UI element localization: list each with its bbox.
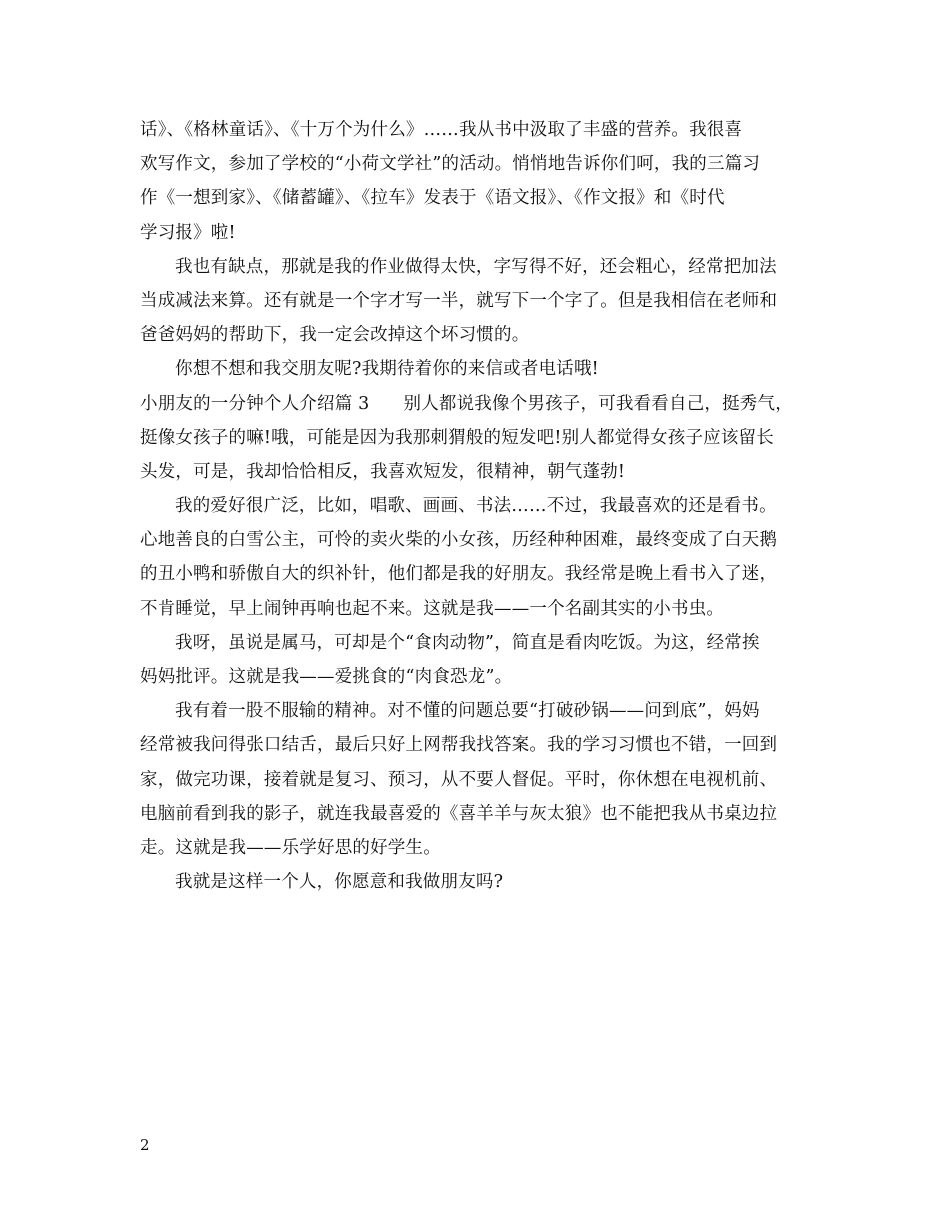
text-line: 欢写作文，参加了学校的“小荷文学社”的活动。悄悄地告诉你们呵，我的三篇习 (140, 154, 761, 175)
paragraph-start-line: 我的爱好很广泛，比如，唱歌、画画、书法……不过，我最喜欢的还是看书。 (175, 496, 777, 517)
paragraph-start-line: 我也有缺点，那就是我的作业做得太快，字写得不好，还会粗心，经常把加法 (175, 256, 777, 277)
text-line: 走。这就是我——乐学好思的好学生。 (140, 837, 441, 858)
text-line: 经常被我问得张口结舌，最后只好上网帮我找答案。我的学习习惯也不错，一回到 (140, 735, 778, 756)
paragraph-start-line: 你想不想和我交朋友呢?我期待着你的来信或者电话哦! (175, 359, 599, 380)
paragraph-start-line: 我呀，虽说是属马，可却是个“食肉动物”，简直是看肉吃饭。为这，经常挨 (175, 632, 760, 653)
text-line: 妈妈批评。这就是我——爱挑食的“肉食恐龙”。 (140, 667, 513, 687)
text-line: 爸爸妈妈的帮助下，我一定会改掉这个坏习惯的。 (140, 325, 530, 346)
text-line: 家，做完功课，接着就是复习、预习，从不要人督促。平时，你休想在电视机前、 (140, 769, 778, 790)
section-first-text: 别人都说我像个男孩子，可我看看自己，挺秀气， (403, 393, 793, 414)
section-heading-line (140, 387, 816, 421)
paragraph-start-line: 我有着一股不服输的精神。对不懂的问题总要“打破砂锅——问到底”，妈妈 (175, 701, 760, 722)
text-line: 作《一想到家》、《储蓄罐》、《拉车》发表于《语文报》、《作文报》和《时代 (140, 188, 725, 209)
text-line: 挺像女孩子的嘛!哦，可能是因为我那刺猬般的短发吧!别人都觉得女孩子应该留长 (140, 427, 774, 448)
text-line: 不肯睡觉，早上闹钟再响也起不来。这就是我——一个名副其实的小书虫。 (140, 598, 725, 619)
text-line: 学习报》啦! (140, 222, 236, 243)
body-text (140, 113, 816, 899)
page-number: 2 (140, 1136, 150, 1154)
text-line: 的丑小鸭和骄傲自大的织补针，他们都是我的好朋友。我经常是晚上看书入了迷， (140, 564, 778, 585)
paragraph-start-line: 我就是这样一个人，你愿意和我做朋友吗? (175, 872, 504, 893)
text-line: 话》、《格林童话》、《十万个为什么》……我从书中汲取了丰盛的营养。我很喜 (140, 120, 743, 140)
text-line: 心地善良的白雪公主，可怜的卖火柴的小女孩，历经种种困难，最终变成了白天鹅 (140, 530, 778, 551)
text-line: 头发，可是，我却恰恰相反，我喜欢短发，很精神，朝气蓬勃! (140, 461, 626, 482)
section-heading: 小朋友的一分钟个人介绍篇 3 (140, 393, 370, 414)
text-line: 当成减法来算。还有就是一个字才写一半，就写下一个字了。但是我相信在老师和 (140, 290, 778, 311)
text-line: 电脑前看到我的影子，就连我最喜爱的《喜羊羊与灰太狼》也不能把我从书桌边拉 (140, 803, 778, 824)
